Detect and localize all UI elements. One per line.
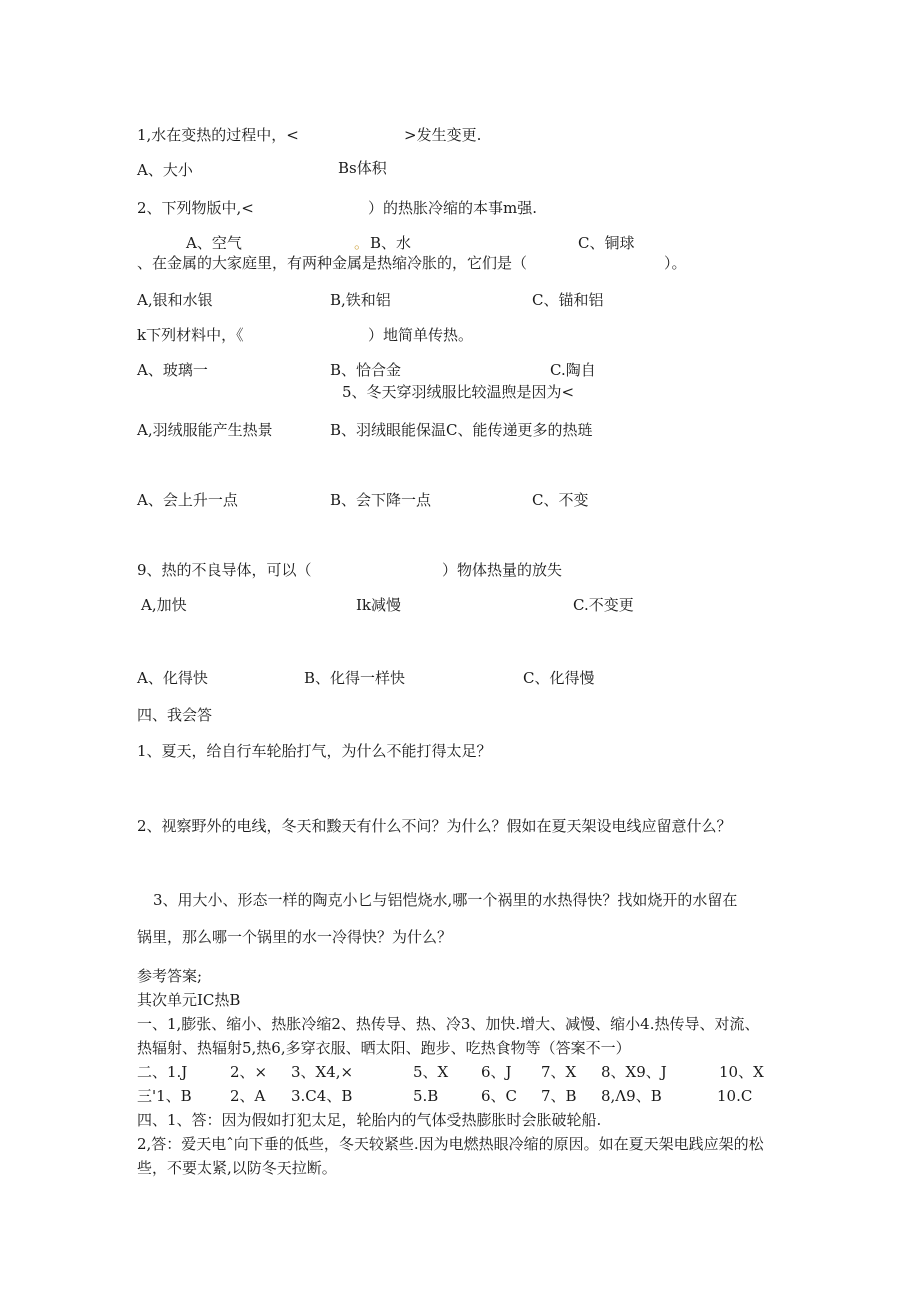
q4-option-a: A、玻璃一	[137, 361, 208, 379]
answers-row2-cell: 2、×	[230, 1063, 268, 1081]
q6-option-c: C、不变	[532, 491, 589, 509]
q1-option-b: Bs体积	[338, 159, 387, 177]
answers-row3-cell: 3.C4、B	[291, 1087, 353, 1105]
answers-row2-cell: 7、X	[541, 1063, 577, 1081]
q4-stem-end: ）地简单传热。	[368, 326, 474, 344]
answers-unit: 其次单元IC热B	[137, 991, 241, 1009]
answers-row3-cell: 8,Λ9、B	[601, 1087, 662, 1105]
answers-row2-cell: 5、X	[413, 1063, 449, 1081]
q5-stem: 5、冬天穿羽绒服比较温煦是因为<	[342, 383, 575, 401]
section4-title: 四、我会答	[137, 706, 213, 724]
answers-line-5: 2,答：爱天电ˆ向下垂的低些，冬天较紧些.因为电燃热眼冷缩的原因。如在夏天架电践应架的松	[137, 1135, 764, 1153]
q1-option-a: A、大小	[137, 161, 193, 179]
q3-option-a: A,银和水银	[137, 291, 213, 309]
q4-stem-start: k下列材料中，《	[137, 326, 244, 344]
q9-option-c: C.不变更	[573, 596, 634, 614]
q9-stem-end: ）物体热量的放失	[442, 561, 563, 579]
q10-option-a: A、化得快	[137, 669, 208, 687]
q6-option-b: B、会下降一点	[330, 491, 432, 509]
q5-option-bc: B、羽绒眼能保温C、能传递更多的热琏	[330, 421, 593, 439]
q10-option-c: C、化得慢	[523, 669, 595, 687]
q3-stem-end: ）。	[664, 254, 687, 272]
q2-option-c: C、铜球	[578, 234, 635, 252]
answers-row3-cell: 2、A	[230, 1087, 266, 1105]
q2-option-a: A、空气	[186, 234, 242, 252]
q9-option-b: Ik减慢	[356, 596, 402, 614]
answers-title: 参考答案;	[137, 967, 203, 985]
answers-row3-cell: 6、C	[481, 1087, 518, 1105]
answers-line-1: 一、1,膨张、缩小、热胀冷缩2、热传导、热、冷3、加快.增大、减慢、缩小4.热传导、对流、	[137, 1015, 760, 1033]
section4-question-3-line2: 锅里，那么哪一个锅里的水一冷得快？为什么？	[137, 928, 453, 946]
q3-option-b: B,铁和铝	[330, 291, 391, 309]
q9-stem-start: 9、热的不良导体，可以（	[137, 561, 312, 579]
q2-option-b: B、水	[370, 234, 412, 252]
q1-stem-start: 1,水在变热的过程中，<	[137, 126, 299, 144]
answers-row2-cell: 3、X4,×	[291, 1063, 354, 1081]
section4-question-3-line1: 3、用大小、形态一样的陶克小匕与铝恺烧水,哪一个祸里的水热得快？找如烧开的水留在	[153, 891, 738, 909]
answers-row3-cell: 7、B	[541, 1087, 577, 1105]
answers-row2-cell: 二、1.J	[137, 1063, 188, 1081]
section4-question-2: 2、视察野外的电线，冬天和黢天有什么不问？为什么？假如在夏天架设电线应留意什么？	[137, 817, 732, 835]
answers-row3-cell: 5.B	[413, 1087, 439, 1105]
answers-row3-cell: 三'1、B	[137, 1087, 192, 1105]
q1-stem-end: >发生变更.	[404, 126, 482, 144]
q5-option-a: A,羽绒服能产生热景	[137, 421, 273, 439]
answers-row3-cell: 10.C	[717, 1087, 753, 1105]
answers-row2-cell: 8、X9、J	[601, 1063, 667, 1081]
q4-option-b: B、恰合金	[330, 361, 402, 379]
q3-option-c: C、锚和铝	[532, 291, 604, 309]
answers-row2-cell: 10、X	[719, 1063, 764, 1081]
q6-option-a: A、会上升一点	[137, 491, 238, 509]
q4-option-c: C.陶自	[550, 361, 596, 379]
q10-option-b: B、化得一样快	[304, 669, 406, 687]
answers-line-2: 热辐射、热辐射5,热6,多穿衣服、晒太阳、跑步、吃热食物等（答案不一）	[137, 1039, 631, 1057]
answers-row2-cell: 6、J	[481, 1063, 512, 1081]
q2-stray-mark: 。	[354, 234, 370, 252]
answers-line-6: 些，不要太紧,以防冬天拉断。	[137, 1159, 337, 1177]
q2-stem-start: 2、下列物版中,<	[137, 199, 254, 217]
q3-stem-start: 、在金属的大家庭里，有两种金属是热缩冷胀的，它们是（	[137, 254, 528, 272]
section4-question-1: 1、夏天，给自行车轮胎打气，为什么不能打得太足？	[137, 742, 492, 760]
answers-line-4: 四、1、答：因为假如打犯太足，轮胎内的气体受热膨胀时会胀破轮船.	[137, 1111, 602, 1129]
q9-option-a: A,加快	[141, 596, 187, 614]
q2-stem-end: ）的热胀冷缩的本事m强.	[368, 199, 537, 217]
